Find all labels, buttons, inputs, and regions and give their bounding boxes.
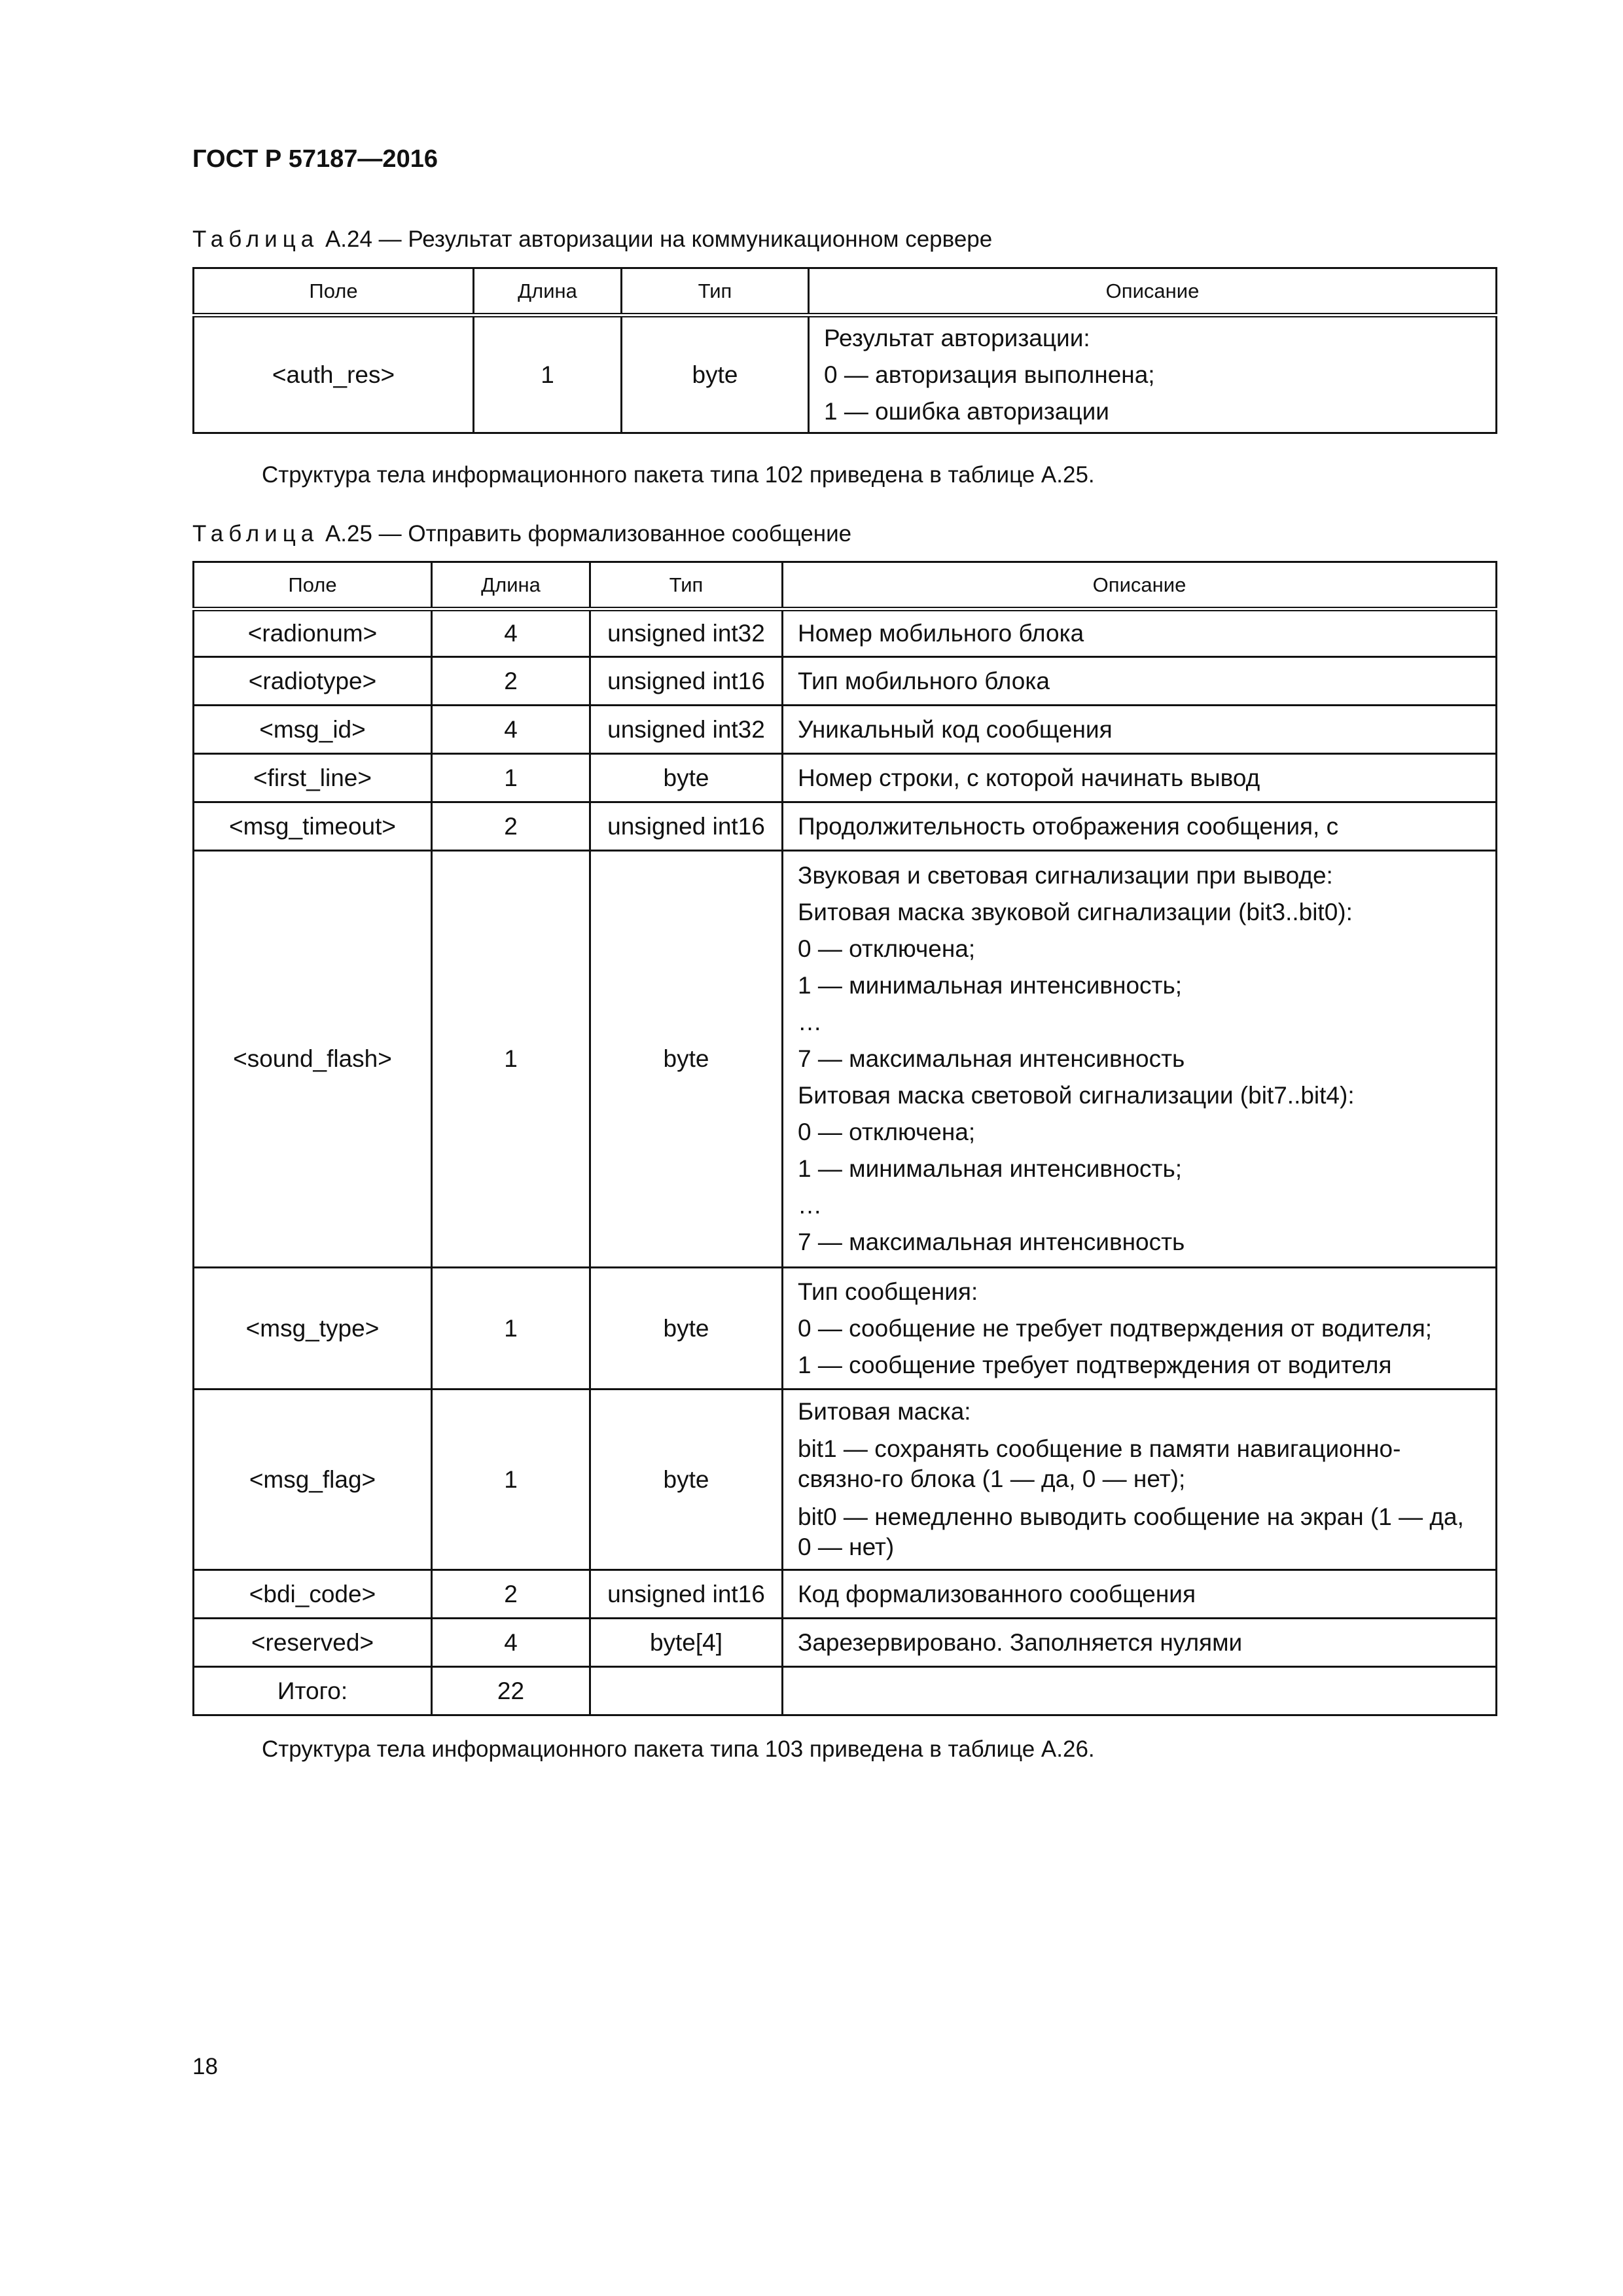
cell-description: Тип мобильного блока [783,657,1497,706]
cell-field: <bdi_code> [194,1570,432,1619]
cell-field: <msg_flag> [194,1390,432,1570]
cell-description [783,1268,1497,1390]
table25-caption [192,521,851,547]
cell-length: 4 [432,1619,590,1667]
cell-field: <sound_flash> [194,851,432,1268]
description-line: … [798,1009,822,1035]
cell-field: <reserved> [194,1619,432,1667]
table-row [194,754,1497,802]
cell-type: byte [622,315,809,433]
cell-description: Зарезервировано. Заполняется нулями [783,1619,1497,1667]
cell-length: 4 [432,609,590,657]
table-row [194,1619,1497,1667]
cell-description [783,1390,1497,1570]
table-row [194,1390,1497,1570]
table25-header-length: Длина [432,562,590,609]
table24 [192,267,1497,434]
description-line: 1 — ошибка авторизации [824,397,1109,425]
description-line: 1 — минимальная интенсивность; [798,1155,1183,1182]
cell-type: unsigned int32 [590,706,783,754]
cell-length: 4 [432,706,590,754]
description-line: 0 — отключена; [798,935,976,962]
table25-header-description: Описание [783,562,1497,609]
table-row [194,1570,1497,1619]
cell-description: Номер мобильного блока [783,609,1497,657]
cell-description [783,851,1497,1268]
cell-field: <first_line> [194,754,432,802]
paragraph-103: Структура тела информационного пакета типа 103 приведена в таблице А.26. [262,1736,1095,1762]
cell-field: <msg_timeout> [194,802,432,851]
table24-header-description: Описание [809,268,1497,315]
table25-header-field: Поле [194,562,432,609]
table-row [194,1268,1497,1390]
cell-type: byte [590,1268,783,1390]
cell-type: byte [590,754,783,802]
table25-header-type: Тип [590,562,783,609]
table25-caption-prefix: Таблица [192,521,319,547]
cell-type: unsigned int16 [590,802,783,851]
table25-caption-text: А.25 — Отправить формализованное сообщение [319,521,852,547]
cell-field: <radiotype> [194,657,432,706]
cell-description: Номер строки, с которой начинать вывод [783,754,1497,802]
table24-header-field: Поле [194,268,474,315]
description-line: 0 — авторизация выполнена; [824,361,1155,388]
cell-field: <radionum> [194,609,432,657]
description-line: 1 — минимальная интенсивность; [798,972,1183,999]
table24-caption [192,226,992,253]
table24-caption-prefix: Таблица [192,226,319,252]
table-row [194,851,1497,1268]
description-line: 7 — максимальная интенсивность [798,1045,1185,1072]
cell-type: byte [590,851,783,1268]
cell-field: <msg_type> [194,1268,432,1390]
cell-type: unsigned int32 [590,609,783,657]
table-row [194,706,1497,754]
cell-field: <msg_id> [194,706,432,754]
table24-caption-text: А.24 — Результат авторизации на коммуникационном сервере [319,226,993,252]
cell-length: 2 [432,802,590,851]
table-row [194,609,1497,657]
cell-description [809,315,1497,433]
description-line: bit1 — сохранять сообщение в памяти навигационно-связно-го блока (1 — да, 0 — нет); [798,1435,1401,1492]
description-line: bit0 — немедленно выводить сообщение на экран (1 — да, 0 — нет) [798,1503,1464,1560]
description-line: Битовая маска звуковой сигнализации (bit3..bit0): [798,899,1353,925]
cell-type: byte [590,1390,783,1570]
cell-length: 1 [474,315,622,433]
cell-description: Уникальный код сообщения [783,706,1497,754]
description-line: Битовая маска световой сигнализации (bit7..bit4): [798,1082,1355,1109]
table25 [192,561,1497,1716]
cell-description: Код формализованного сообщения [783,1570,1497,1619]
document-header: ГОСТ Р 57187—2016 [192,145,438,173]
total-empty-cell [783,1667,1497,1715]
table-row [194,802,1497,851]
cell-type: unsigned int16 [590,657,783,706]
description-line: 0 — сообщение не требует подтверждения от водителя; [798,1314,1433,1342]
description-line: Результат авторизации: [824,324,1090,351]
cell-field: <auth_res> [194,315,474,433]
description-line: Тип сообщения: [798,1278,978,1305]
description-line: Звуковая и световая сигнализации при выводе: [798,862,1333,889]
description-line: Битовая маска: [798,1397,971,1425]
table-total-row [194,1667,1497,1715]
cell-type: unsigned int16 [590,1570,783,1619]
table-row [194,315,1497,433]
cell-length: 1 [432,754,590,802]
cell-length: 1 [432,851,590,1268]
paragraph-102: Структура тела информационного пакета типа 102 приведена в таблице А.25. [262,462,1095,488]
cell-length: 2 [432,657,590,706]
table24-header-length: Длина [474,268,622,315]
cell-description: Продолжительность отображения сообщения, с [783,802,1497,851]
description-line: 1 — сообщение требует подтверждения от водителя [798,1351,1392,1378]
table-row [194,657,1497,706]
total-length: 22 [432,1667,590,1715]
description-line: 0 — отключена; [798,1119,976,1145]
cell-length: 1 [432,1268,590,1390]
page-number: 18 [192,2054,218,2079]
cell-type: byte[4] [590,1619,783,1667]
cell-length: 1 [432,1390,590,1570]
table24-header-type: Тип [622,268,809,315]
total-label: Итого: [194,1667,432,1715]
description-line: … [798,1192,822,1219]
description-line: 7 — максимальная интенсивность [798,1229,1185,1255]
total-empty-cell [590,1667,783,1715]
cell-length: 2 [432,1570,590,1619]
